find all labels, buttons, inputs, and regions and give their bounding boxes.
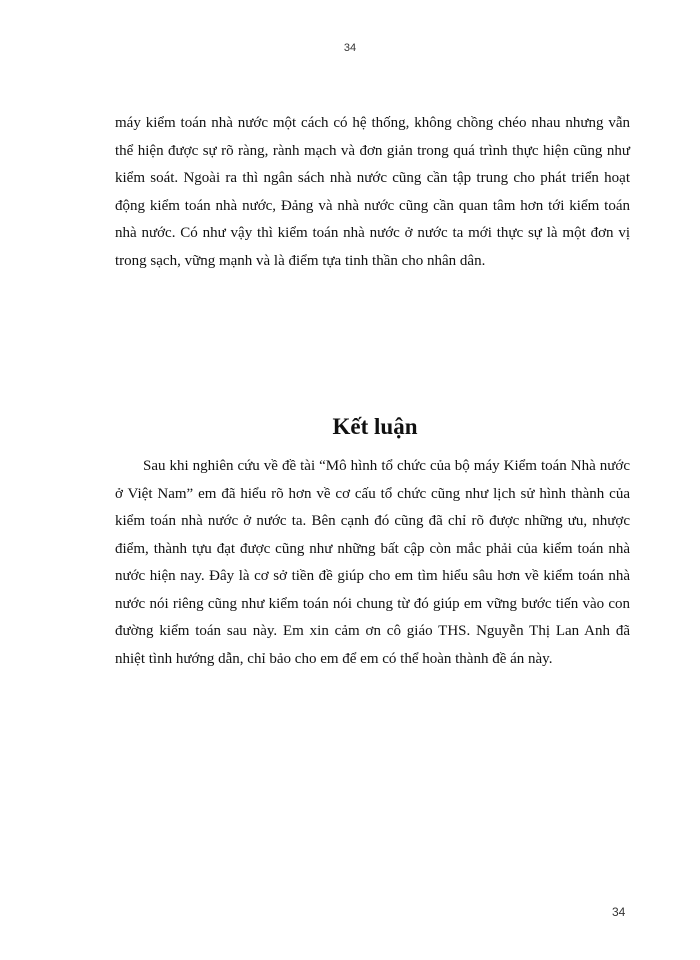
page-number-top: 34 — [343, 42, 357, 54]
body-paragraph-1: máy kiểm toán nhà nước một cách có hệ thống, không chồng chéo nhau nhưng vẫn thể hiện được sự rõ ràng, rành mạch và đơn giản trong quá trình thực hiện cũng như kiểm soát. Ngoài ra thì ngân sách nhà nước cũng cần tập trung cho phát triển hoạt động kiểm toán nhà nước, Đảng và nhà nước cũng cần quan tâm hơn tới kiểm toán nhà nước. Có như vậy thì kiểm toán nhà nước ở nước ta mới thực sự là một đơn vị trong sạch, vững mạnh và là điểm tựa tinh thần cho nhân dân. — [115, 115, 630, 269]
body-paragraph-2: Sau khi nghiên cứu về đề tài “Mô hình tổ chức của bộ máy Kiểm toán Nhà nước ở Việt Nam” em đã hiểu rõ hơn về cơ cấu tổ chức cũng như lịch sử hình thành của kiểm toán nhà nước ở nước ta. Bên cạnh đó cũng đã chỉ rõ được những ưu, nhược điểm, thành tựu đạt được cũng như những bất cập còn mắc phải của kiểm toán nhà nước hiện nay. Đây là cơ sở tiền đề giúp cho em tìm hiểu sâu hơn về kiểm toán nhà nước nói riêng cũng như kiểm toán nói chung từ đó giúp em vững bước tiến vào con đường kiểm toán sau này. Em xin cảm ơn cô giáo THS. Nguyễn Thị Lan Anh đã nhiệt tình hướng dẫn, chỉ bảo cho em để em có thể hoàn thành đề án này. — [115, 458, 630, 667]
section-heading-conclusion: Kết luận — [332, 414, 418, 439]
page-number-bottom: 34 — [612, 905, 626, 919]
